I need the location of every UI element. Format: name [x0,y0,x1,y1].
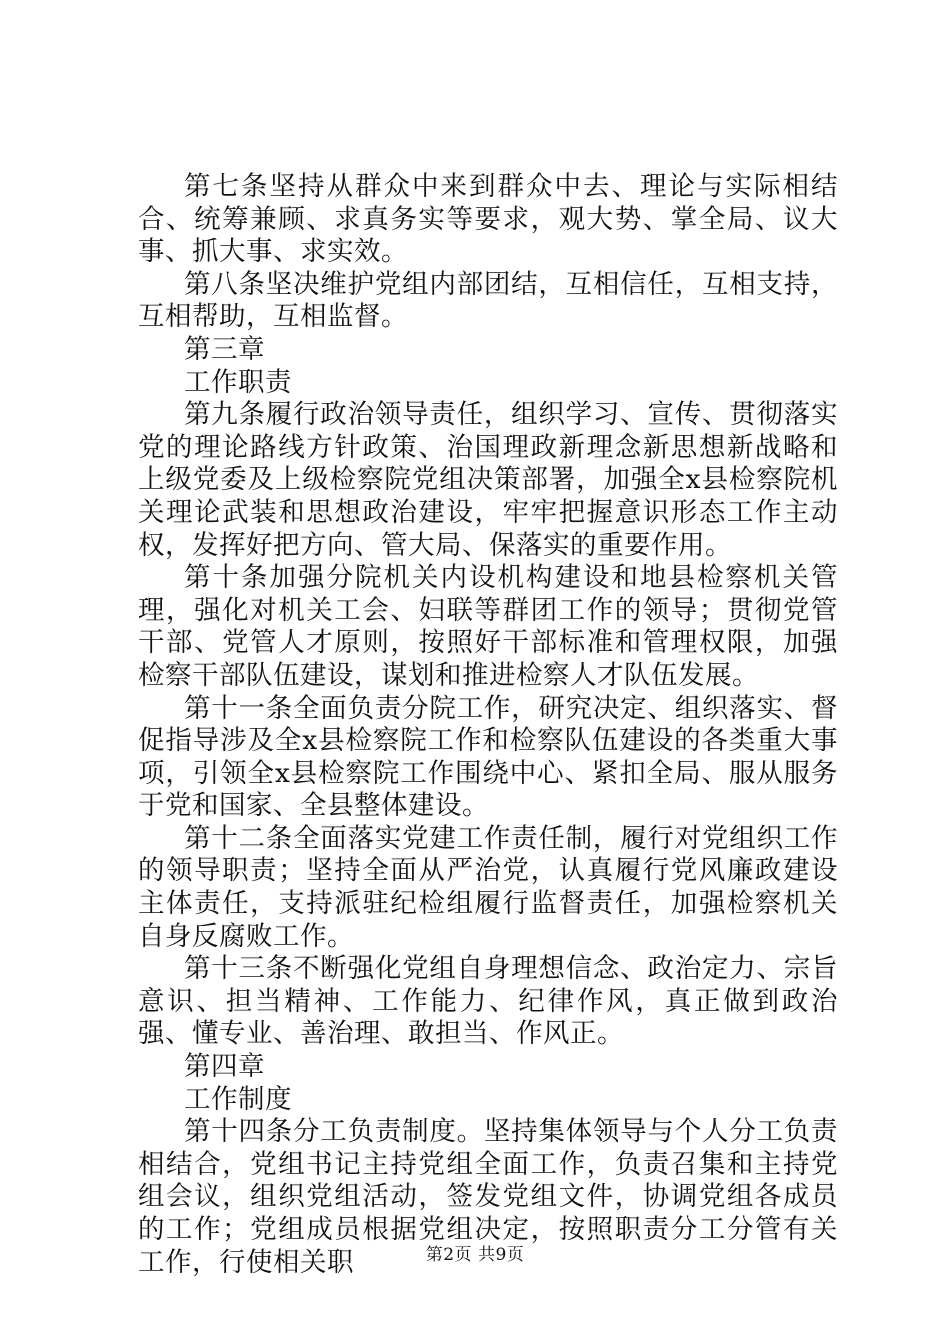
document-body [138,171,838,1279]
article-10: 第十条加强分院机关内设机构建设和地县检察机关管理，强化对机关工会、妇联等群团工作的领导；贯彻党管干部、党管人才原则，按照好干部标准和管理权限，加强检察干部队伍建设，谋划和推进检察人才队伍发展。 [138,562,838,691]
article-11: 第十一条全面负责分院工作，研究决定、组织落实、督促指导涉及全x县检察院工作和检察队伍建设的各类重大事项，引领全x县检察院工作围绕中心、紧扣全局、服从服务于党和国家、全县整体建设。 [138,692,838,822]
page-number-footer: 第2页 共9页 [425,1245,525,1265]
chapter-3-title: 工作职责 [184,366,292,398]
chapter-3-number: 第三章 [184,333,265,365]
article-9: 第九条履行政治领导责任，组织学习、宣传、贯彻落实党的理论路线方针政策、治国理政新理念新思想新战略和上级党委及上级检察院党组决策部署，加强全x县检察院机关理论武装和思想政治建设，牢牢把握意识形态工作主动权，发挥好把方向、管大局、保落实的重要作用。 [138,399,838,561]
article-13: 第十三条不断强化党组自身理想信念、政治定力、宗旨意识、担当精神、工作能力、纪律作风，真正做到政治强、懂专业、善治理、敢担当、作风正。 [138,953,838,1050]
article-12: 第十二条全面落实党建工作责任制，履行对党组织工作的领导职责；坚持全面从严治党，认真履行党风廉政建设主体责任，支持派驻纪检组履行监督责任，加强检察机关自身反腐败工作。 [138,822,838,952]
article-14: 第十四条分工负责制度。坚持集体领导与个人分工负责相结合，党组书记主持党组全面工作，负责召集和主持党组会议，组织党组活动，签发党组文件，协调党组各成员的工作；党组成员根据党组决定，按照职责分工分管有关工作，行使相关职 [138,1116,838,1278]
article-7: 第七条坚持从群众中来到群众中去、理论与实际相结合、统筹兼顾、求真务实等要求，观大势、掌全局、议大事、抓大事、求实效。 [138,171,838,268]
article-8: 第八条坚决维护党组内部团结，互相信任，互相支持，互相帮助，互相监督。 [138,268,838,333]
chapter-4-number: 第四章 [184,1051,265,1083]
chapter-4-title: 工作制度 [184,1083,292,1115]
